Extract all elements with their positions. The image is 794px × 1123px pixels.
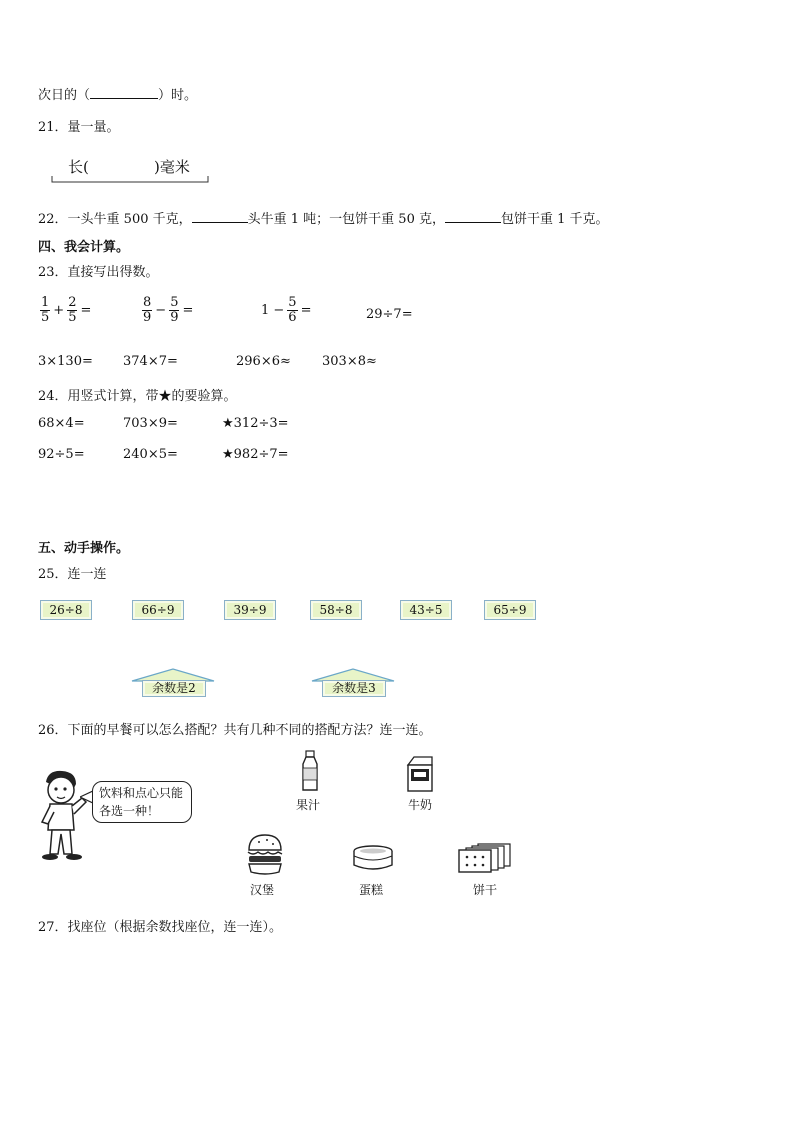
equals-sign: = xyxy=(300,303,312,318)
q24-row1-item-2: 703×9= xyxy=(123,416,178,431)
denominator: 5 xyxy=(68,310,77,325)
q22-text-b: 头牛重 1 吨；一包饼干重 50 克， xyxy=(247,212,445,227)
division-card[interactable]: 26÷8 xyxy=(40,600,92,620)
division-card[interactable]: 39÷9 xyxy=(224,600,276,620)
fraction xyxy=(67,296,77,325)
q24-row1-item-1: 68×4= xyxy=(38,416,85,431)
numerator: 2 xyxy=(68,295,77,310)
question-27-title: 27．找座位（根据余数找座位，连一连）。 xyxy=(38,920,283,935)
hamburger-icon[interactable] xyxy=(245,832,285,876)
q24-row2-item-3: ★982÷7= xyxy=(222,447,289,462)
q22-text-a: 22．一头牛重 500 千克， xyxy=(38,212,192,227)
q23-expression-4: 29÷7= xyxy=(366,307,413,322)
q22-text-c: 包饼干重 1 千克。 xyxy=(500,212,609,227)
remainder-label: 余数是2 xyxy=(142,680,206,697)
snack-label-cake: 蛋糕 xyxy=(359,883,384,897)
fraction xyxy=(287,296,297,325)
juice-bottle-icon[interactable] xyxy=(300,750,320,792)
q23-expression-2 xyxy=(142,296,193,325)
denominator: 9 xyxy=(143,310,152,325)
snack-label-hamburger: 汉堡 xyxy=(250,883,275,897)
division-card[interactable]: 58÷8 xyxy=(310,600,362,620)
numerator: 8 xyxy=(143,295,152,310)
cake-icon[interactable] xyxy=(352,844,394,872)
division-card[interactable]: 43÷5 xyxy=(400,600,452,620)
q23-row2-item-2: 374×7= xyxy=(123,354,178,369)
remainder-house-1[interactable] xyxy=(130,668,216,698)
q24-row2-item-1: 92÷5= xyxy=(38,447,85,462)
fraction xyxy=(169,296,179,325)
denominator: 5 xyxy=(41,310,50,325)
question-24-title: 24．用竖式计算，带★的要验算。 xyxy=(38,389,237,404)
minuend: 1 − xyxy=(261,303,285,318)
question-21-title: 21．量一量。 xyxy=(38,120,120,135)
numerator: 1 xyxy=(41,295,50,310)
q23-row2-item-3: 296×6≈ xyxy=(236,354,291,369)
question-25-title: 25．连一连 xyxy=(38,567,107,582)
question-23-title: 23．直接写出得数。 xyxy=(38,265,159,280)
denominator: 6 xyxy=(288,310,297,325)
remainder-house-2[interactable] xyxy=(310,668,396,698)
question-26-title: 26．下面的早餐可以怎么搭配？共有几种不同的搭配方法？连一连。 xyxy=(38,723,432,738)
q23-row2-item-1: 3×130= xyxy=(38,354,93,369)
q23-expression-3 xyxy=(261,296,311,325)
section-4-title: 四、我会计算。 xyxy=(38,240,130,255)
answer-blank[interactable] xyxy=(445,210,501,223)
fraction xyxy=(40,296,50,325)
drink-label-milk: 牛奶 xyxy=(408,798,433,812)
drink-label-juice: 果汁 xyxy=(296,798,321,812)
division-card[interactable]: 66÷9 xyxy=(132,600,184,620)
division-card[interactable]: 65÷9 xyxy=(484,600,536,620)
ruler-unit-label: )毫米 xyxy=(154,158,190,176)
ruler-figure xyxy=(50,150,210,184)
speech-bubble: 饮料和点心只能各选一种！ xyxy=(92,781,192,823)
fraction xyxy=(142,296,152,325)
numerator: 5 xyxy=(170,295,179,310)
q23-row2-item-4: 303×8≈ xyxy=(322,354,377,369)
q24-row1-item-3: ★312÷3= xyxy=(222,416,289,431)
snack-label-biscuits: 饼干 xyxy=(473,883,498,897)
answer-blank[interactable] xyxy=(90,86,158,99)
top-line xyxy=(38,84,197,103)
top-line-suffix: ）时。 xyxy=(158,88,198,103)
remainder-label: 余数是3 xyxy=(322,680,386,697)
ruler-length-label: 长( xyxy=(68,158,89,176)
operator: + xyxy=(53,303,65,318)
q23-expression-1 xyxy=(40,296,91,325)
section-5-title: 五、动手操作。 xyxy=(38,541,130,556)
equals-sign: = xyxy=(80,303,92,318)
equals-sign: = xyxy=(182,303,194,318)
boy-illustration-icon xyxy=(36,768,90,864)
biscuits-icon[interactable] xyxy=(456,842,512,874)
operator: − xyxy=(155,303,167,318)
denominator: 9 xyxy=(170,310,179,325)
answer-blank[interactable] xyxy=(192,210,248,223)
q24-row2-item-2: 240×5= xyxy=(123,447,178,462)
numerator: 5 xyxy=(288,295,297,310)
milk-carton-icon[interactable] xyxy=(404,755,436,793)
question-22 xyxy=(38,208,609,227)
top-line-prefix: 次日的（ xyxy=(38,88,91,103)
